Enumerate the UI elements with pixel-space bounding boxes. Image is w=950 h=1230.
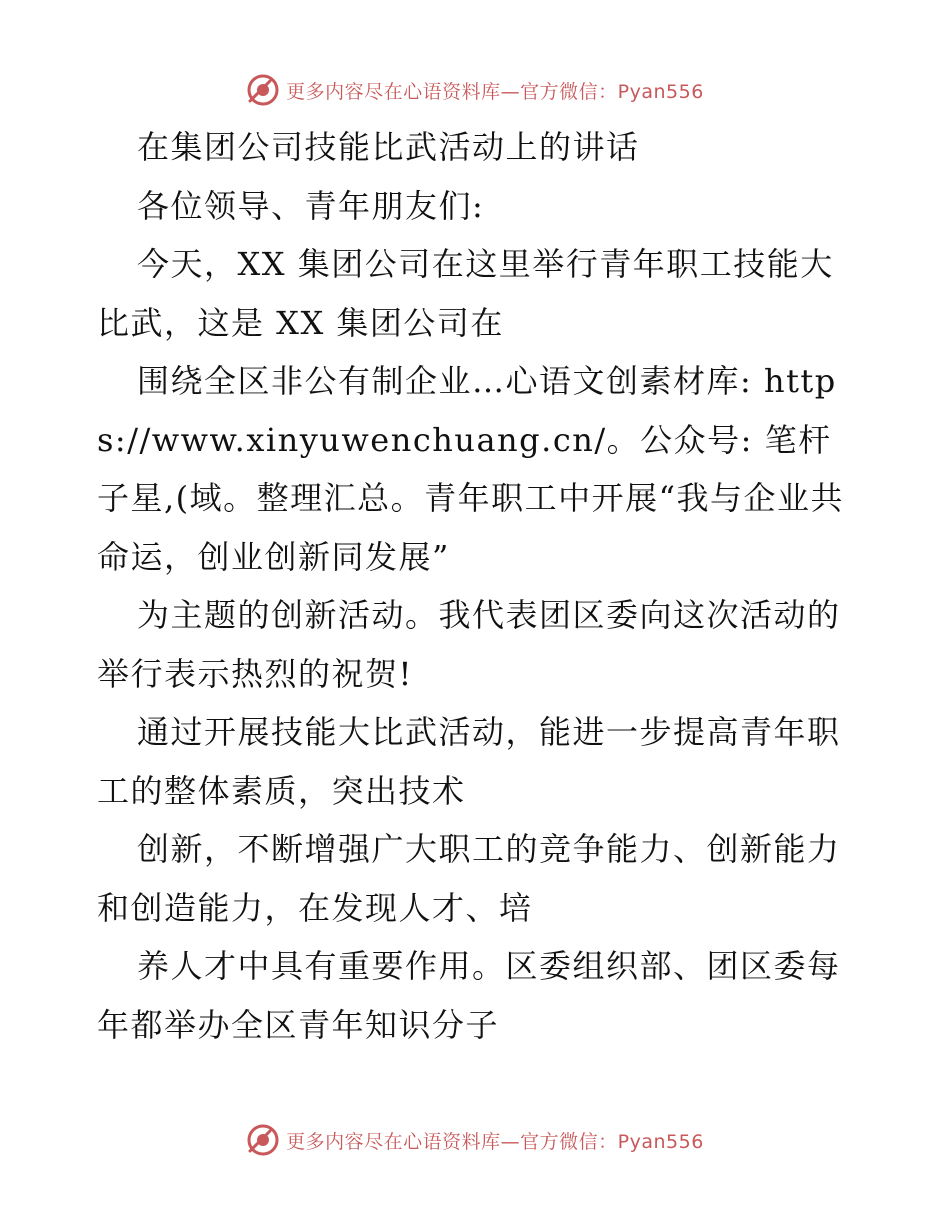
- paragraph: 创新，不断增强广大职工的竞争能力、创新能力和创造能力，在发现人才、培: [97, 830, 841, 927]
- header-watermark: [0, 70, 950, 110]
- document-title: 在集团公司技能比武活动上的讲话: [137, 128, 640, 166]
- seal-logo-icon: [246, 73, 280, 107]
- paragraph: 今天，XX 集团公司在这里举行青年职工技能大比武，这是 XX 集团公司在: [97, 245, 834, 342]
- document-body: [97, 118, 857, 1054]
- footer-watermark: [0, 1120, 950, 1160]
- paragraph: 通过开展技能大比武活动，能进一步提高青年职工的整体素质，突出技术: [97, 713, 841, 810]
- paragraph: 养人才中具有重要作用。区委组织部、团区委每年都举办全区青年知识分子: [97, 947, 841, 1044]
- watermark-text: 更多内容尽在心语资料库—官方微信：Pyan556: [286, 80, 704, 103]
- paragraph: 围绕全区非公有制企业…心语文创素材库: https://www.xinyuwenchuang.cn/。公众号: 笔杆子星,(域。整理汇总。青年职工中开展“我与企业共命运，创业创新同发展”: [97, 362, 845, 576]
- seal-logo-icon: [246, 1123, 280, 1157]
- watermark-text: 更多内容尽在心语资料库—官方微信：Pyan556: [286, 1130, 704, 1153]
- salutation: 各位领导、青年朋友们:: [137, 186, 485, 225]
- paragraph: 为主题的创新活动。我代表团区委向这次活动的举行表示热烈的祝贺!: [97, 596, 841, 693]
